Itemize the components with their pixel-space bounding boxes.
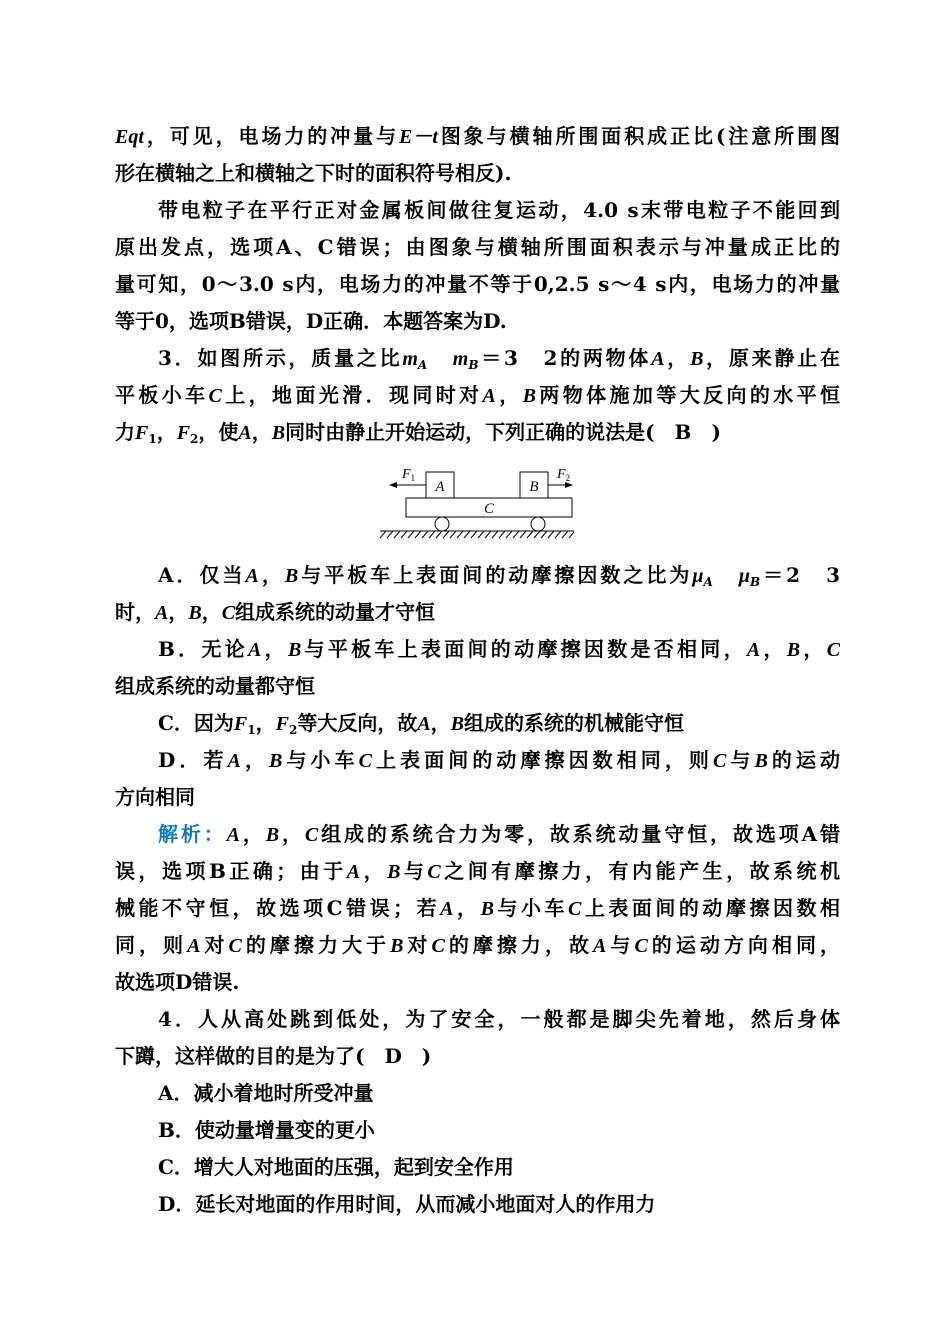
cart-label: C	[483, 501, 495, 517]
block-a-label: A	[435, 479, 445, 495]
q3-analysis-line-3: 械能不守恒，故选项C错误；若A，B与小车C上表面间的动摩擦因数相	[115, 896, 840, 920]
q4-stem-line-1: 4．人从高处跳到低处，为了安全，一般都是脚尖先着地，然后身体	[158, 1007, 840, 1031]
q3-stem-line-1: 3．如图所示，质量之比$m_A$ $m_B=3$ 2的两物体A，B，原来静止在	[158, 346, 840, 372]
q3-option-a-line-2: 时，A，B，C组成系统的动量才守恒	[115, 600, 436, 624]
q4-stem-line-2: 下蹲，这样做的目的是为了( D )	[115, 1044, 432, 1068]
force-f1-label: $F_1$	[402, 467, 416, 483]
q3-stem-line-2: 平板小车C上，地面光滑．现同时对A，B两物体施加等大反向的水平恒	[115, 383, 840, 407]
force-f2-label: $F_2$	[557, 467, 571, 483]
prev-solution-line-4: 原出发点，选项A、C错误；由图象与横轴所围面积表示与冲量成正比的	[115, 235, 840, 259]
block-b-label: B	[529, 479, 539, 495]
q3-stem-line-3: 力$F_1$，$F_2$，使A，B同时由静止开始运动，下列正确的说法是( B )	[115, 420, 721, 446]
prev-solution-line-2: 形在横轴之上和横轴之下时的面积符号相反).	[115, 161, 512, 185]
q3-analysis-line-1: 解析：A，B，C组成的系统合力为零，故系统动量守恒，故选项A错	[158, 822, 840, 846]
q3-option-d-line-2: 方向相同	[115, 785, 195, 809]
q4-option-a: A．减小着地时所受冲量	[158, 1081, 374, 1105]
prev-solution-line-3: 带电粒子在平行正对金属板间做往复运动，4.0 s末带电粒子不能回到	[158, 198, 840, 222]
q3-analysis-line-5: 故选项D错误.	[115, 970, 240, 994]
q3-option-b-line-2: 组成系统的动量都守恒	[115, 674, 315, 698]
q3-analysis-line-2: 误，选项B正确；由于A，B与C之间有摩擦力，有内能产生，故系统机	[115, 859, 840, 883]
prev-solution-line-5: 量可知，0～3.0 s内，电场力的冲量不等于0,2.5 s～4 s内，电场力的冲量	[115, 272, 840, 296]
q3-option-b-line-1: B．无论A，B与平板车上表面间的动摩擦因数是否相同，A，B，C	[158, 637, 840, 661]
q4-option-c: C．增大人对地面的压强，起到安全作用	[158, 1155, 514, 1179]
analysis-label: 解析：	[158, 822, 227, 846]
ground-hatching	[380, 531, 574, 538]
cart-wheel-right	[531, 517, 545, 531]
cart-figure	[378, 462, 574, 546]
prev-solution-line-1: Eqt，可见，电场力的冲量与E－t图象与横轴所围面积成正比(注意所围图	[115, 124, 840, 148]
q4-option-d: D．延长对地面的作用时间，从而减小地面对人的作用力	[158, 1192, 656, 1216]
prev-solution-line-6: 等于0，选项B错误，D正确．本题答案为D.	[115, 309, 507, 333]
q3-analysis-line-4: 同，则A对C的摩擦力大于B对C的摩擦力，故A与C的运动方向相同，	[115, 933, 840, 957]
q3-option-a-line-1: A．仅当A，B与平板车上表面间的动摩擦因数之比为$\mu_A$ $\mu_B=2$ 3	[158, 563, 840, 589]
q3-option-c: C．因为$F_1$，$F_2$等大反向，故A，B组成的系统的机械能守恒	[158, 711, 685, 737]
q4-option-b: B．使动量增量变的更小	[158, 1118, 375, 1142]
q3-option-d-line-1: D．若A，B与小车C上表面间的动摩擦因数相同，则C与B的运动	[158, 748, 840, 772]
cart-wheel-left	[435, 517, 449, 531]
